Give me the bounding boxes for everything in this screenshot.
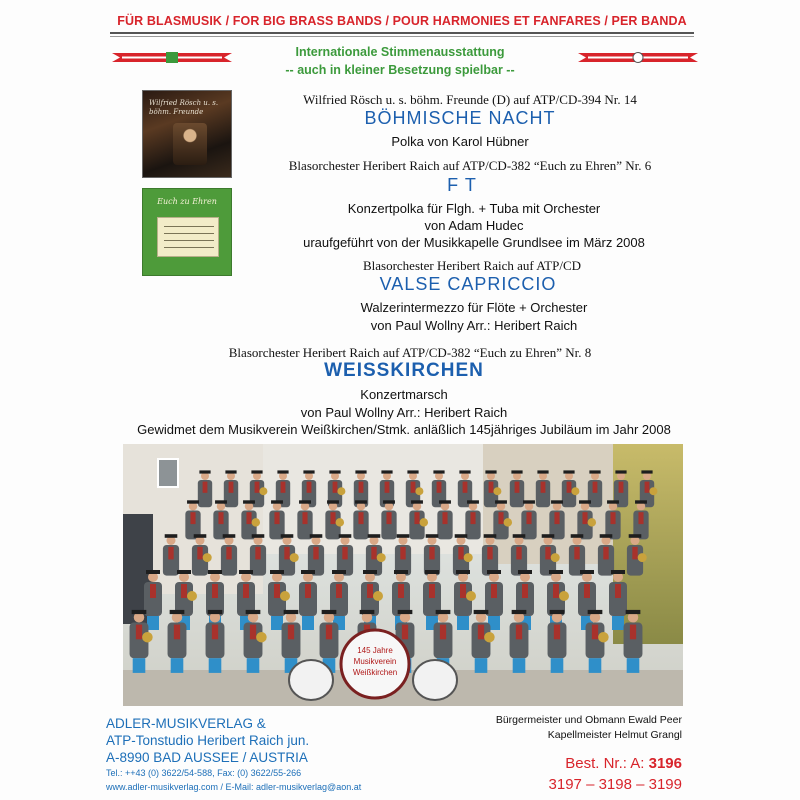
piece-detail: Konzertpolka für Flgh. + Tuba mit Orchester	[347, 201, 601, 216]
piece-detail: uraufgeführt von der Musikkapelle Grundlsee im März 2008	[303, 235, 645, 250]
publisher-address: A-8990 BAD AUSSEE / AUSTRIA	[106, 750, 308, 765]
international-parts-line: Internationale Stimmenausstattung	[295, 45, 505, 59]
drum-text-line: Weißkirchen	[352, 668, 398, 677]
recording-info: Blasorchester Heribert Raich auf ATP/CD-382 “Euch zu Ehren” Nr. 6	[288, 158, 652, 173]
small-ensemble-line: -- auch in kleiner Besetzung spielbar --	[285, 63, 515, 77]
cd-cover-title: Euch zu Ehren	[157, 197, 217, 206]
publisher-studio: ATP-Tonstudio Heribert Raich jun.	[106, 733, 310, 748]
piece-detail: Polka von Karol Hübner	[391, 134, 529, 149]
piece-title: VALSE CAPRICCIO	[379, 274, 557, 294]
cd-cover-title: Wilfried Rösch u. s. böhm. Freunde	[149, 99, 219, 116]
piece-detail: Walzerintermezzo für Flöte + Orchester	[360, 300, 588, 315]
piece-detail: von Adam Hudec	[424, 218, 524, 233]
order-number-main: 3196	[648, 755, 682, 772]
piece-title: WEISSKIRCHEN	[324, 360, 484, 381]
piece-title: F T	[447, 175, 477, 195]
recording-info: Blasorchester Heribert Raich auf ATP/CD	[362, 258, 582, 273]
header-tagline: FÜR BLASMUSIK / FOR BIG BRASS BANDS / POUR HARMONIES ET FANFARES / PER BANDA	[117, 14, 687, 28]
piece-detail: Konzertmarsch	[360, 387, 448, 402]
piece-title: BÖHMISCHE NACHT	[364, 108, 556, 128]
piece-detail: von Paul Wollny Arr.: Heribert Raich	[370, 318, 578, 333]
recording-info: Wilfried Rösch u. s. böhm. Freunde (D) auf ATP/CD-394 Nr. 14	[303, 92, 637, 107]
photo-caption-bandmaster: Kapellmeister Helmut Grangl	[547, 729, 682, 741]
drums	[123, 444, 683, 706]
austrian-flag-banner-right	[578, 52, 698, 63]
order-number	[565, 755, 682, 772]
drum-text-line: 145 Jahre	[357, 646, 393, 655]
order-label: Best. Nr.: A:	[565, 755, 645, 772]
order-number-more: 3197 – 3198 – 3199	[548, 776, 682, 793]
band-group-photo	[123, 444, 683, 706]
publisher-phone: Tel.: ++43 (0) 3622/54-588, Fax: (0) 3622/55-266	[106, 768, 302, 778]
dedication-line: Gewidmet dem Musikverein Weißkirchen/Stmk. anläßlich 145jähriges Jubiläum im Jahr 2008	[137, 422, 671, 437]
piece-detail: von Paul Wollny Arr.: Heribert Raich	[300, 405, 508, 420]
header-rule-thin	[110, 36, 694, 37]
publisher-web-email: www.adler-musikverlag.com / E-Mail: adler-musikverlag@aon.at	[106, 782, 362, 792]
header-rule	[110, 32, 694, 34]
drum-text-line: Musikverein	[353, 657, 397, 666]
photo-caption-mayor: Bürgermeister und Obmann Ewald Peer	[495, 714, 682, 726]
publisher-name: ADLER-MUSIKVERLAG &	[106, 716, 266, 731]
recording-info: Blasorchester Heribert Raich auf ATP/CD-382 “Euch zu Ehren” Nr. 8	[228, 345, 592, 360]
